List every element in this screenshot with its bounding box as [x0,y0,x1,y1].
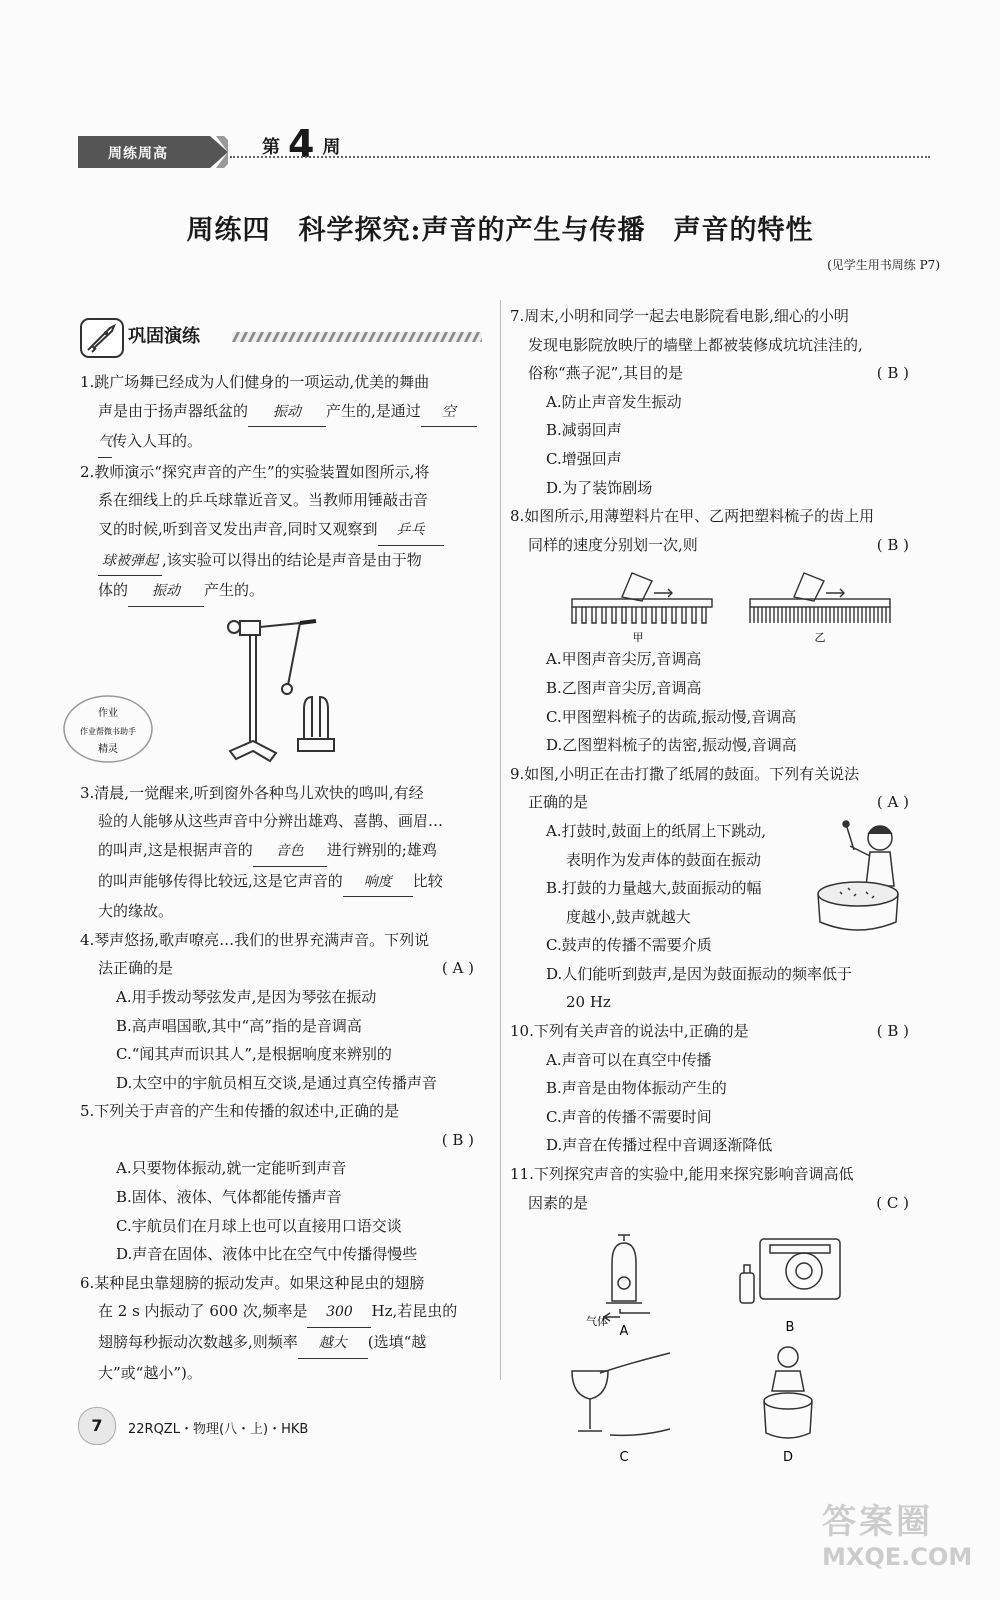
comb-label: 乙 [814,631,826,645]
figure-label: D [782,1450,794,1466]
header-dotted-rule [230,156,930,158]
q4-text: 法正确的是 [98,959,174,978]
week-prefix: 第 [262,137,280,158]
q7-option: C.增强回声 [546,449,622,468]
q4-option: A.用手拨动琴弦发声,是因为琴弦在振动 [116,987,377,1006]
q4-option: D.太空中的宇航员相互交谈,是通过真空传播声音 [116,1073,438,1092]
q3-answer-blank: 响度 [343,868,413,898]
q6-text: 在 2 s 内振动了 600 次,频率是 [98,1302,308,1321]
q8-option: A.甲图声音尖厉,音调高 [546,650,702,669]
q5-option: C.宇航员们在月球上也可以直接用口语交谈 [116,1216,402,1235]
q1-line: 1.跳广场舞已经成为人们健身的一项运动,优美的舞曲 [80,373,430,391]
q10-option: A.声音可以在真空中传播 [546,1050,712,1069]
q6-line [80,1328,480,1359]
q9-option-cont: 表明作为发声体的鼓面在振动 [566,850,762,869]
homework-stamp [62,694,154,764]
footer-text: 22RQZL・物理(八・上)・HKB [128,1422,309,1437]
q7-option: D.为了装饰剧场 [546,478,653,497]
q3-text: 比较 [412,871,443,890]
q2-text: 体的 [98,581,129,600]
q7-line: 7.周末,小明和同学一起去电影院看电影,细心的小明 [510,307,849,325]
q8-answer-choice: ( B ) [876,535,909,554]
q3-text: 的叫声能够传得比较远,这是它声音的 [98,871,343,890]
q11-line: 11.下列探究声音的实验中,能用来探究影响音调高低 [510,1165,854,1184]
q2-answer-blank: 乒乓 [378,516,444,546]
source-note: (见学生用书周练 P7) [827,258,940,272]
q8-figure [510,559,915,645]
q6-text: Hz,若昆虫的 [371,1302,458,1321]
q1-line [80,397,480,428]
q2-line [80,546,480,577]
q3-text: 的叫声,这是根据声音的 [98,840,253,859]
q1-answer-blank: 气 [98,428,112,458]
question-4 [80,926,480,1098]
q3-line [80,867,480,898]
q8-option: C.甲图塑料梳子的齿疏,振动慢,音调高 [546,707,797,726]
question-1 [80,368,480,458]
q1-text: 声是由于扬声器纸盆的 [98,401,249,420]
figure-label: A [619,1324,629,1340]
q11-figure [510,1217,915,1467]
page-number: 7 [78,1407,116,1445]
q1-answer-blank: 空 [421,398,477,428]
week-suffix: 周 [322,137,341,158]
q10-option: C.声音的传播不需要时间 [546,1107,712,1126]
q9-text: 正确的是 [528,793,589,812]
stamp-line: 精灵 [98,744,118,755]
q9-option: A.打鼓时,鼓面上的纸屑上下跳动, [546,821,767,840]
q5-option: D.声音在固体、液体中比在空气中传播得慢些 [116,1245,418,1264]
q4-option: B.高声唱国歌,其中“高”指的是音调高 [116,1016,362,1035]
section-label: 巩固演练 [128,326,200,347]
q9-answer-choice: ( A ) [876,793,909,812]
q5-line [80,1126,480,1155]
left-column [80,368,480,1387]
q3-line: 大的缘故。 [98,902,174,921]
q10-option: B.声音是由物体振动产生的 [546,1079,727,1098]
q4-answer-choice: ( A ) [441,959,474,978]
q9-option-cont: 度越小,鼓声就越大 [566,907,691,926]
question-10 [510,1017,915,1160]
q2-text: ,该实验可以得出的结论是声音是由于物 [162,550,422,569]
section-tag-label: 周练周高 [108,146,168,162]
q8-line: 8.如图所示,用薄塑料片在甲、乙两把塑料梳子的齿上用 [510,507,875,526]
q7-answer-choice: ( B ) [876,364,909,383]
q7-text: 俗称“燕子泥”,其目的是 [528,364,684,383]
q9-option: B.打鼓的力量越大,鼓面振动的幅 [546,879,762,898]
question-7 [510,302,915,502]
question-8 [510,502,915,760]
q1-text: 产生的,是通过 [326,401,421,420]
q10-option: D.声音在传播过程中音调逐渐降低 [546,1136,773,1155]
experiments-figure [560,1223,880,1467]
gas-label: 气体 [586,1315,608,1329]
q6-answer-blank: 越大 [298,1329,368,1359]
q7-option: A.防止声音发生振动 [546,392,682,411]
section-stripe-bar [232,332,482,342]
q2-line: 2.教师演示“探究声音的产生”的实验装置如图所示,将 [80,462,430,481]
q5-option: B.固体、液体、气体都能传播声音 [116,1188,342,1207]
q9-line: 9.如图,小明正在击打撒了纸屑的鼓面。下列有关说法 [510,764,860,783]
page-title: 周练四 科学探究:声音的产生与传播 声音的特性 [186,215,814,246]
q8-option: D.乙图塑料梳子的齿密,振动慢,音调高 [546,736,797,755]
q4-line: 4.琴声悠扬,歌声嘹亮…我们的世界充满声音。下列说 [80,930,430,949]
q8-option: B.乙图声音尖厉,音调高 [546,678,702,697]
q3-line [80,836,480,867]
q2-line: 系在细线上的乒乓球靠近音叉。当教师用锤敲击音 [98,491,429,510]
drummer-figure [810,816,915,936]
combs-figure [570,559,900,645]
q5-answer-choice: ( B ) [441,1130,474,1149]
q2-text: 叉的时候,听到音叉发出声音,同时又观察到 [98,519,378,538]
question-5 [80,1097,480,1269]
week-heading [262,122,340,166]
tuning-fork-apparatus-figure [220,613,360,773]
q8-line [510,531,915,560]
q6-answer-blank: 300 [307,1298,371,1328]
watermark [822,1494,972,1571]
question-11 [510,1160,915,1467]
q6-line [80,1297,480,1328]
q7-option-row [510,445,915,502]
figure-label: B [785,1320,795,1336]
q5-option: A.只要物体振动,就一定能听到声音 [116,1159,347,1178]
q10-answer-choice: ( B ) [876,1022,909,1041]
q1-line [80,427,480,458]
q6-line: 大”或“越小”)。 [98,1363,202,1382]
week-number: 4 [288,122,315,166]
q11-line [510,1189,915,1218]
q11-answer-choice: ( C ) [876,1193,909,1212]
q9-option: C.鼓声的传播不需要介质 [546,936,712,955]
q9-line [510,788,915,817]
question-6 [80,1269,480,1387]
q2-text: 产生的。 [204,581,265,600]
q1-text: 传入人耳的。 [112,432,203,451]
q7-option: B.减弱回声 [546,421,622,440]
q10-text: 10.下列有关声音的说法中,正确的是 [510,1022,749,1041]
q7-line [510,359,915,388]
q6-text: (选填“越 [367,1333,427,1352]
question-3 [80,779,480,926]
q6-line: 6.某种昆虫靠翅膀的振动发声。如果这种昆虫的翅膀 [80,1273,425,1292]
rocket-icon [80,318,124,358]
q2-line [80,576,480,607]
q9-option: D.人们能听到鼓声,是因为鼓面振动的频率低于 [546,964,853,983]
q3-line: 验的人能够从这些声音中分辨出雄鸡、喜鹊、画眉… [98,812,444,831]
watermark-logo: 答案圈 [822,1502,933,1542]
q2-answer-blank: 球被弹起 [98,547,162,577]
q2-line [80,515,480,546]
q7-line: 发现电影院放映厅的墙壁上都被装修成坑坑洼洼的, [528,335,863,354]
q9-option-cont: 20 Hz [566,993,611,1012]
right-column [510,302,915,1467]
q6-text: 翅膀每秒振动次数越多,则频率 [98,1333,298,1352]
q11-text: 因素的是 [528,1193,589,1212]
q7-option-row [510,388,915,445]
q10-line [510,1017,915,1046]
column-divider [500,300,501,1380]
stamp-line: 作业帮微书助手 [80,727,136,736]
q1-answer-blank: 振动 [248,398,326,428]
watermark-url: MXQE.COM [822,1543,973,1571]
q3-text: 进行辨别的;雄鸡 [326,840,437,859]
q2-answer-blank: 振动 [128,577,204,607]
question-9 [510,760,915,1017]
q3-answer-blank: 音色 [253,837,327,867]
q4-line [80,954,480,983]
q5-line: 5.下列关于声音的产生和传播的叙述中,正确的是 [80,1102,400,1121]
q4-option: C.“闻其声而识其人”,是根据响度来辨别的 [116,1045,392,1064]
stamp-line: 作业 [98,708,118,719]
q8-text: 同样的速度分别划一次,则 [528,535,698,554]
q3-line: 3.清晨,一觉醒来,听到窗外各种鸟儿欢快的鸣叫,有经 [80,783,424,802]
comb-label: 甲 [632,631,644,645]
figure-label: C [619,1450,629,1466]
